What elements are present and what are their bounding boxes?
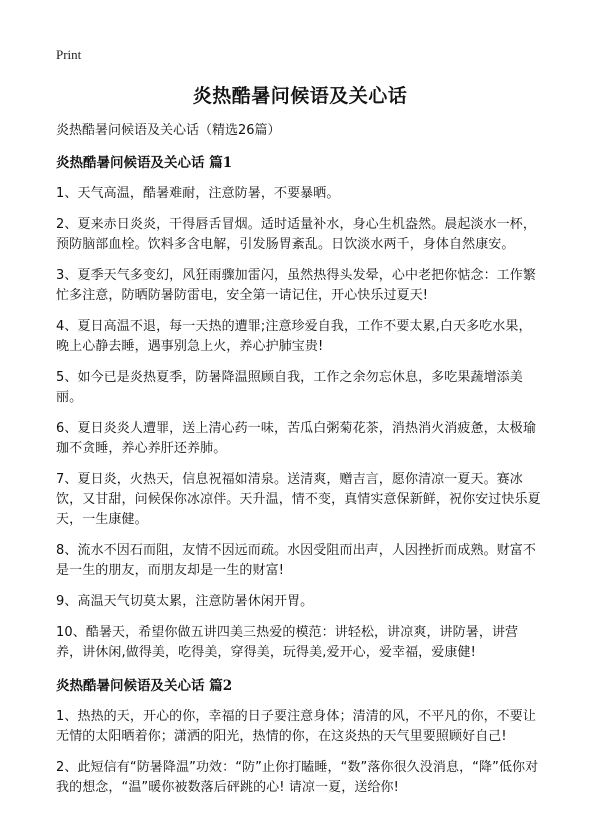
document-subtitle: 炎热酷暑问候语及关心话（精选26篇） (56, 123, 281, 138)
paragraph: 7、夏日炎，火热天，信息祝福如清泉。送清爽，赠吉言，愿你清凉一夏天。赛冰饮，又甘甜，问候保你冰凉伴。天升温，情不变，真情实意保新鲜，祝你安过快乐夏天，一生康健。 (56, 472, 541, 527)
paragraph: 2、此短信有“防暑降温”功效：“防”止你打瞌睡，“数”落你很久没消息，“降”低你对我的想念，“温”暖你被数落后砰跳的心! 请凉一夏，送给你! (56, 760, 539, 795)
print-link[interactable]: Print (56, 47, 82, 62)
section-1 (56, 154, 544, 663)
page-title: 炎热酷暑问候语及关心话 (192, 85, 408, 107)
section-heading: 炎热酷暑问候语及关心话 篇1 (56, 155, 233, 171)
paragraph: 9、高温天气切莫太累，注意防暑休闲开胃。 (56, 594, 314, 609)
paragraph: 3、夏季天气多变幻，风狂雨骤加雷闪，虽然热得头发晕，心中老把你惦念：工作繁忙多注意，防晒防暑防雷电，安全第一请记住，开心快乐过夏天! (56, 268, 536, 303)
section-2 (56, 677, 544, 798)
paragraph: 5、如今已是炎热夏季，防暑降温照顾自我，工作之余勿忘休息，多吃果蔬增添美丽。 (56, 370, 523, 405)
paragraph: 1、热热的天，开心的你，幸福的日子要注意身体；清清的风，不平凡的你，不要让无情的太阳晒着你；潇洒的阳光，热情的你，在这炎热的天气里要照顾好自己! (56, 709, 536, 744)
paragraph: 6、夏日炎炎人遭罪，送上清心药一味，苦瓜白粥菊花茶，消热消火消疲惫，太极瑜珈不贪睡，养心养肝还养肺。 (56, 421, 536, 456)
paragraph: 10、酷暑天，希望你做五讲四美三热爱的模范：讲轻松，讲凉爽，讲防暑，讲营养，讲休闲,做得美，吃得美，穿得美，玩得美,爱开心，爱幸福，爱康健! (56, 625, 519, 660)
paragraph: 2、夏来赤日炎炎，干得唇舌冒烟。适时适量补水，身心生机盎然。晨起淡水一杯，预防脑部血栓。饮料多含电解，引发肠胃紊乱。日饮淡水两千，身体自然康安。 (56, 217, 536, 252)
paragraph: 8、流水不因石而阻，友情不因远而疏。水因受阻而出声，人因挫折而成熟。财富不是一生的朋友，而朋友却是一生的财富! (56, 543, 536, 578)
paragraph: 1、天气高温，酷暑难耐，注意防暑，不要暴晒。 (56, 186, 340, 201)
section-heading: 炎热酷暑问候语及关心话 篇2 (56, 678, 233, 694)
paragraph: 4、夏日高温不退，每一天热的遭罪;注意珍爱自我，工作不要太累,白天多吃水果，晚上心静去睡，遇事别急上火，养心护肺宝贵! (56, 319, 532, 354)
